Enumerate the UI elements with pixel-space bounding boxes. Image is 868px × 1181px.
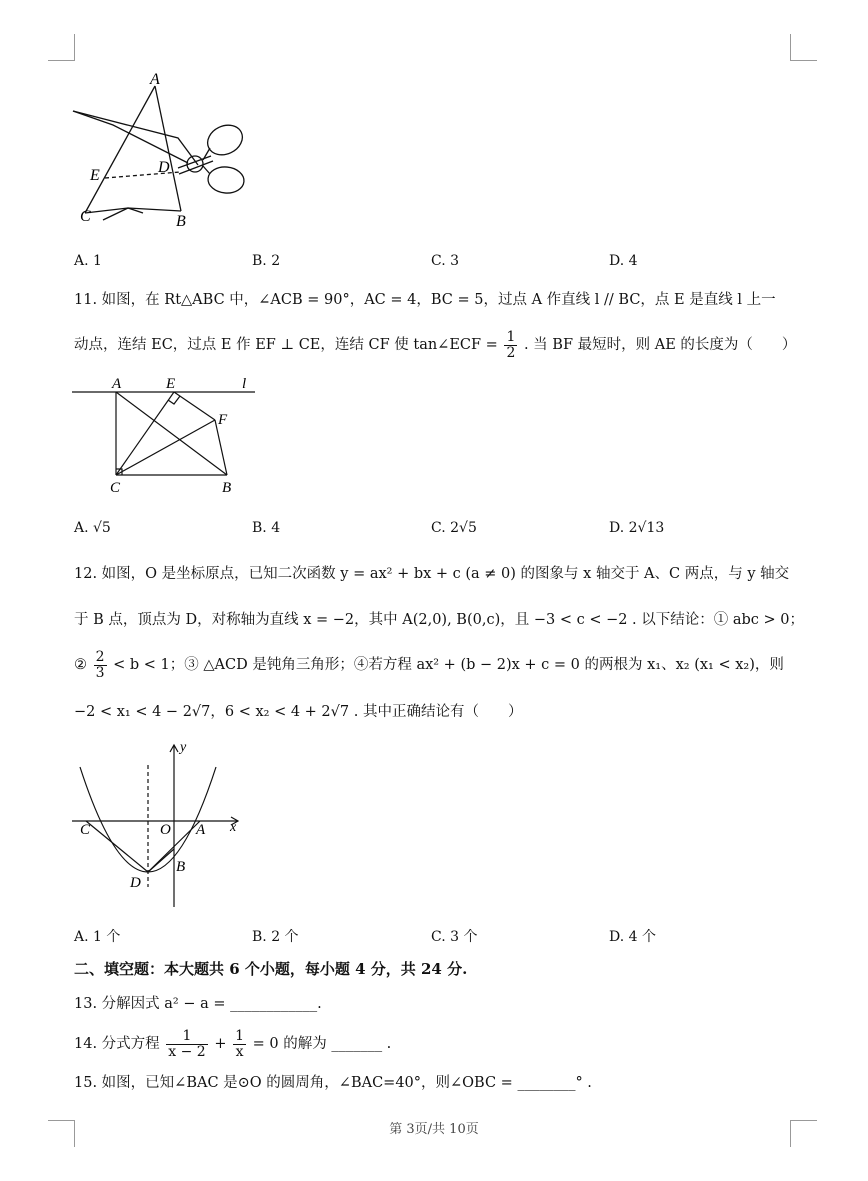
q11-label-l: l xyxy=(242,376,247,392)
q10-label-c: C xyxy=(80,208,91,225)
q14-pre: 14. 分式方程 xyxy=(74,1036,160,1052)
q12-label-d: D xyxy=(130,875,141,891)
q14-fraction-2-den: x xyxy=(235,1043,244,1060)
q14-fraction-2-num: 1 xyxy=(235,1027,245,1044)
q10-label-e: E xyxy=(90,167,100,184)
q11-line-2-post: . 当 BF 最短时，则 AE 的长度为（ ） xyxy=(523,337,797,353)
q14-fraction-2 xyxy=(233,1029,246,1060)
q10-figure xyxy=(68,68,258,233)
q12-fraction-num: 2 xyxy=(95,648,105,665)
q12-option-b[interactable]: B. 2 个 xyxy=(252,929,299,945)
corner-mark-top-right xyxy=(790,34,817,61)
q10-option-b[interactable]: B. 2 xyxy=(252,253,281,269)
q11-segment-ab xyxy=(116,392,227,475)
q10-option-d[interactable]: D. 4 xyxy=(609,253,638,269)
q12-fraction-den: 3 xyxy=(95,664,105,681)
q14-fraction-1-den: x − 2 xyxy=(168,1043,206,1060)
q10-option-c[interactable]: C. 3 xyxy=(431,253,460,269)
q12-fraction xyxy=(94,650,107,681)
q12-line-3-pre: ② xyxy=(74,657,87,673)
q11-option-c[interactable]: C. 2√5 xyxy=(431,520,477,536)
q14-plus: + xyxy=(214,1036,227,1052)
q12-line-1: 12. 如图，O 是坐标原点，已知二次函数 y = ax² + bx + c (a ≠ 0) 的图象与 x 轴交于 A、C 两点，与 y 轴交 xyxy=(74,566,790,582)
q10-label-d: D xyxy=(158,159,170,176)
q11-label-e: E xyxy=(166,376,176,392)
q10-side-ac xyxy=(85,86,155,213)
q10-option-a[interactable]: A. 1 xyxy=(74,253,102,269)
q12-figure xyxy=(68,737,248,912)
q12-segment-cd xyxy=(86,821,148,872)
q11-label-f: F xyxy=(218,412,228,428)
q12-option-c[interactable]: C. 3 个 xyxy=(431,929,478,945)
q15-text: 15. 如图，已知∠BAC 是⊙O 的圆周角，∠BAC=40°，则∠OBC = ________° . xyxy=(74,1075,592,1091)
q14-fraction-1 xyxy=(166,1029,207,1060)
q11-fraction-den: 2 xyxy=(506,344,516,361)
q12-line-2: 于 B 点，顶点为 D，对称轴为直线 x = −2，其中 A(2,0), B(0,c)，且 −3 < c < −2 . 以下结论：① abc > 0； xyxy=(74,612,805,628)
q11-option-a[interactable]: A. √5 xyxy=(74,520,111,536)
q13-text: 13. 分解因式 a² − a = ____________. xyxy=(74,996,322,1012)
q10-label-b: B xyxy=(176,213,186,230)
section-2-heading: 二、填空题：本大题共 6 个小题，每小题 4 分，共 24 分. xyxy=(74,960,468,978)
q12-option-a[interactable]: A. 1 个 xyxy=(74,929,121,945)
q12-option-d[interactable]: D. 4 个 xyxy=(609,929,656,945)
q11-label-b: B xyxy=(222,480,232,496)
q10-label-a: A xyxy=(150,71,160,88)
q10-handle-bottom xyxy=(207,165,245,194)
page-footer: 第 3页/共 10页 xyxy=(389,1122,479,1137)
q11-segment-cf xyxy=(116,420,215,475)
q11-line-2-pre: 动点，连结 EC，过点 E 作 EF ⊥ CE，连结 CF 使 tan∠ECF = xyxy=(74,337,498,353)
q11-fraction xyxy=(504,330,517,361)
q10-handle-top xyxy=(203,120,247,161)
q11-segment-ec xyxy=(116,392,174,475)
q11-label-a: A xyxy=(112,376,122,392)
q12-label-o: O xyxy=(160,822,171,838)
q14-post: = 0 的解为 _______ . xyxy=(252,1036,392,1052)
corner-mark-top-left xyxy=(48,34,75,61)
q11-fraction-num: 1 xyxy=(506,328,516,345)
q14-fraction-1-num: 1 xyxy=(166,1029,207,1045)
q12-label-a: A xyxy=(196,822,206,838)
q11-line-1: 11. 如图，在 Rt△ABC 中，∠ACB = 90°，AC = 4，BC = 5，过点 A 作直线 l // BC，点 E 是直线 l 上一 xyxy=(74,292,776,308)
q10-side-cb xyxy=(85,208,181,213)
q12-label-x: x xyxy=(230,820,237,835)
q11-line-2 xyxy=(74,328,796,362)
q12-label-b: B xyxy=(176,859,186,875)
q12-line-3-post: < b < 1；③ △ACD 是钝角三角形；④若方程 ax² + (b − 2)x + c = 0 的两根为 x₁、x₂ (x₁ < x₂)，则 xyxy=(113,657,784,673)
q12-line-4: −2 < x₁ < 4 − 2√7，6 < x₂ < 4 + 2√7 . 其中正确结论有（ ） xyxy=(74,704,523,720)
q11-option-b[interactable]: B. 4 xyxy=(252,520,281,536)
q11-option-d[interactable]: D. 2√13 xyxy=(609,520,665,536)
q12-label-y: y xyxy=(180,740,187,755)
q14-line xyxy=(74,1024,391,1064)
q12-label-c: C xyxy=(80,822,91,838)
q12-line-3 xyxy=(74,648,784,682)
q11-figure xyxy=(70,372,270,497)
q11-label-c: C xyxy=(110,480,121,496)
